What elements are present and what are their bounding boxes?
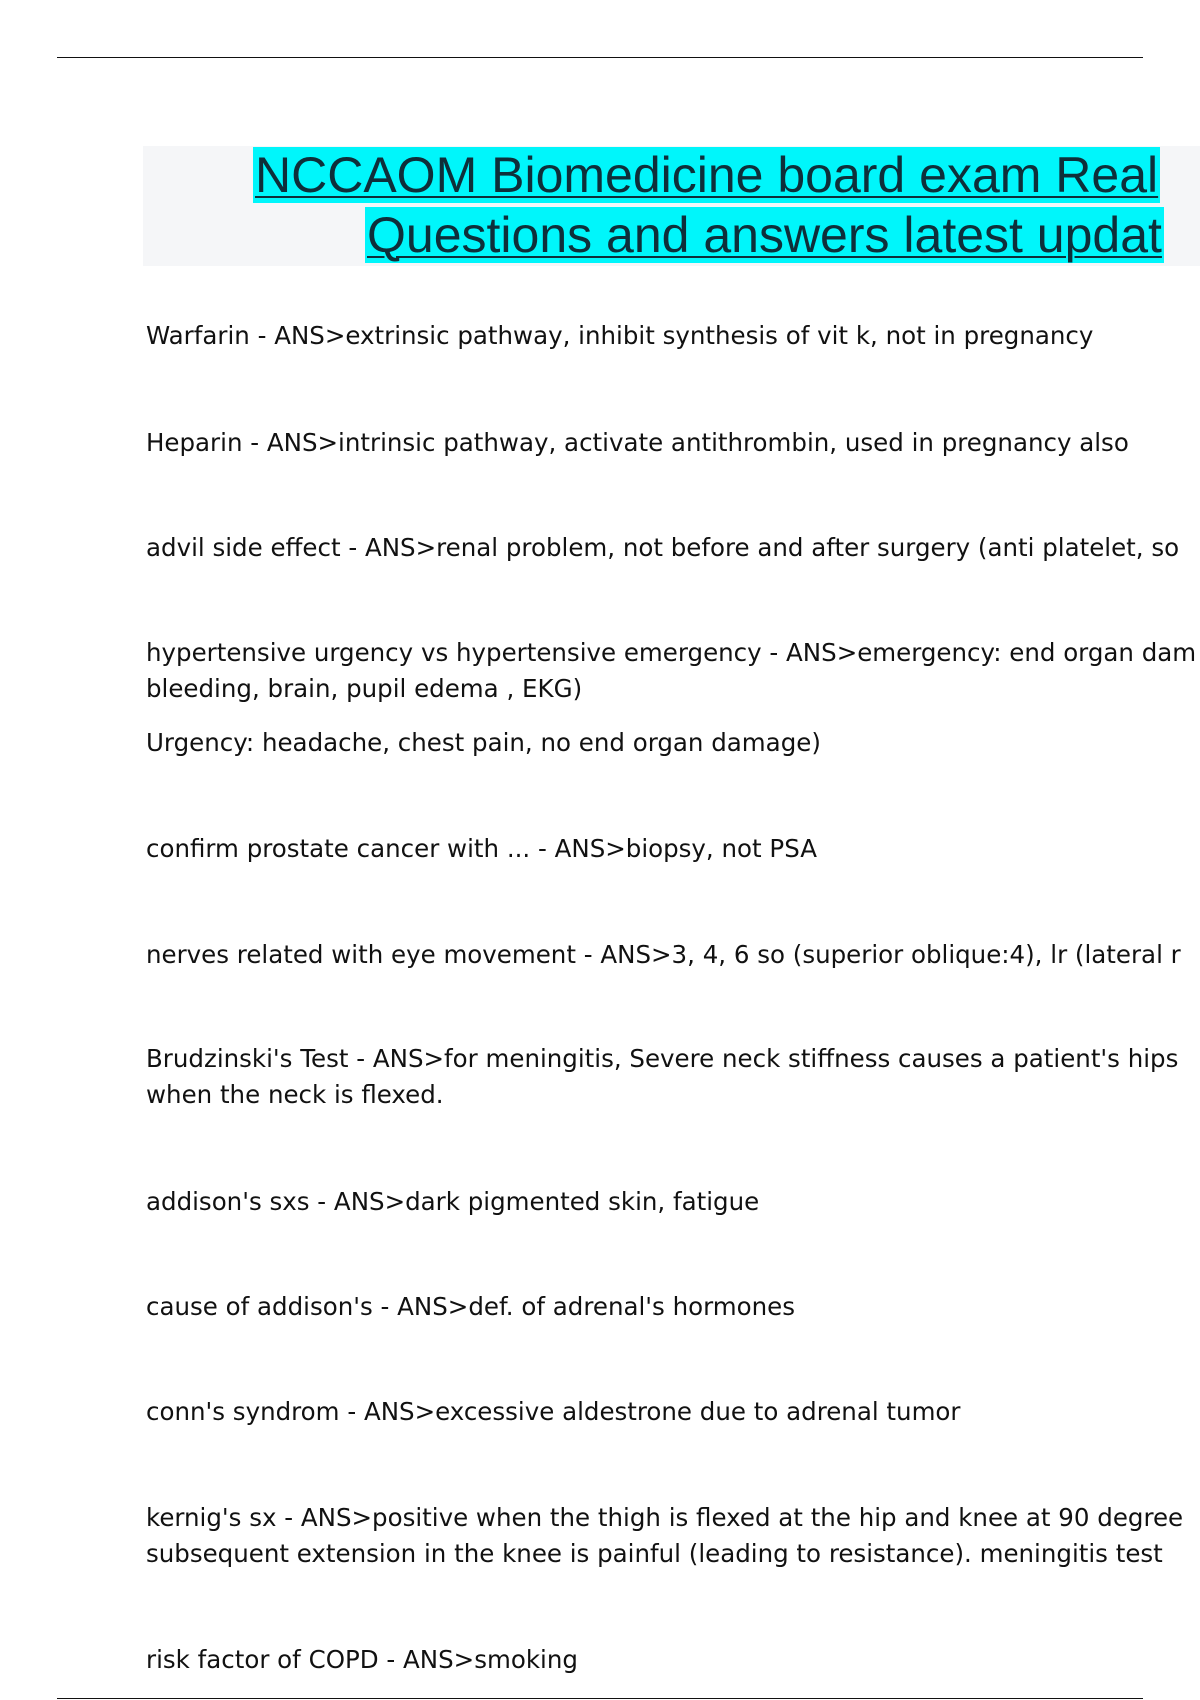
qa-item-hypertensive: hypertensive urgency vs hypertensive emergency - ANS>emergency: end organ dam bleeding, brain, pupil edema , EKG) bbox=[146, 638, 1197, 703]
qa-item-addisons-sxs: addison's sxs - ANS>dark pigmented skin, fatigue bbox=[146, 1187, 760, 1216]
qa-item-conns: conn's syndrom - ANS>excessive aldestrone due to adrenal tumor bbox=[146, 1397, 961, 1426]
qa-item-brudzinski: Brudzinski's Test - ANS>for meningitis, Severe neck stiffness causes a patient's hips when the neck is flexed. bbox=[146, 1044, 1179, 1109]
bottom-rule bbox=[57, 1698, 1143, 1699]
qa-item-kernig: kernig's sx - ANS>positive when the thigh is flexed at the hip and knee at 90 degree subsequent extension in the knee is painful (leading to resistance). meningitis test bbox=[146, 1503, 1184, 1568]
qa-item-warfarin: Warfarin - ANS>extrinsic pathway, inhibit synthesis of vit k, not in pregnancy bbox=[146, 321, 1094, 350]
document-title bbox=[143, 146, 1200, 266]
qa-item-copd: risk factor of COPD - ANS>smoking bbox=[146, 1645, 578, 1674]
qa-item-prostate: confirm prostate cancer with ... - ANS>biopsy, not PSA bbox=[146, 834, 817, 863]
qa-item-heparin: Heparin - ANS>intrinsic pathway, activate antithrombin, used in pregnancy also bbox=[146, 428, 1129, 457]
qa-item-advil: advil side effect - ANS>renal problem, not before and after surgery (anti platelet, so bbox=[146, 533, 1180, 562]
top-rule bbox=[57, 57, 1143, 58]
title-line-1: NCCAOM Biomedicine board exam Real bbox=[255, 147, 1159, 203]
qa-item-addisons-cause: cause of addison's - ANS>def. of adrenal's hormones bbox=[146, 1292, 795, 1321]
title-line-2: Questions and answers latest updat bbox=[367, 207, 1162, 263]
qa-item-urgency: Urgency: headache, chest pain, no end organ damage) bbox=[146, 728, 821, 757]
qa-item-eye-nerves: nerves related with eye movement - ANS>3, 4, 6 so (superior oblique:4), lr (lateral r bbox=[146, 940, 1181, 969]
